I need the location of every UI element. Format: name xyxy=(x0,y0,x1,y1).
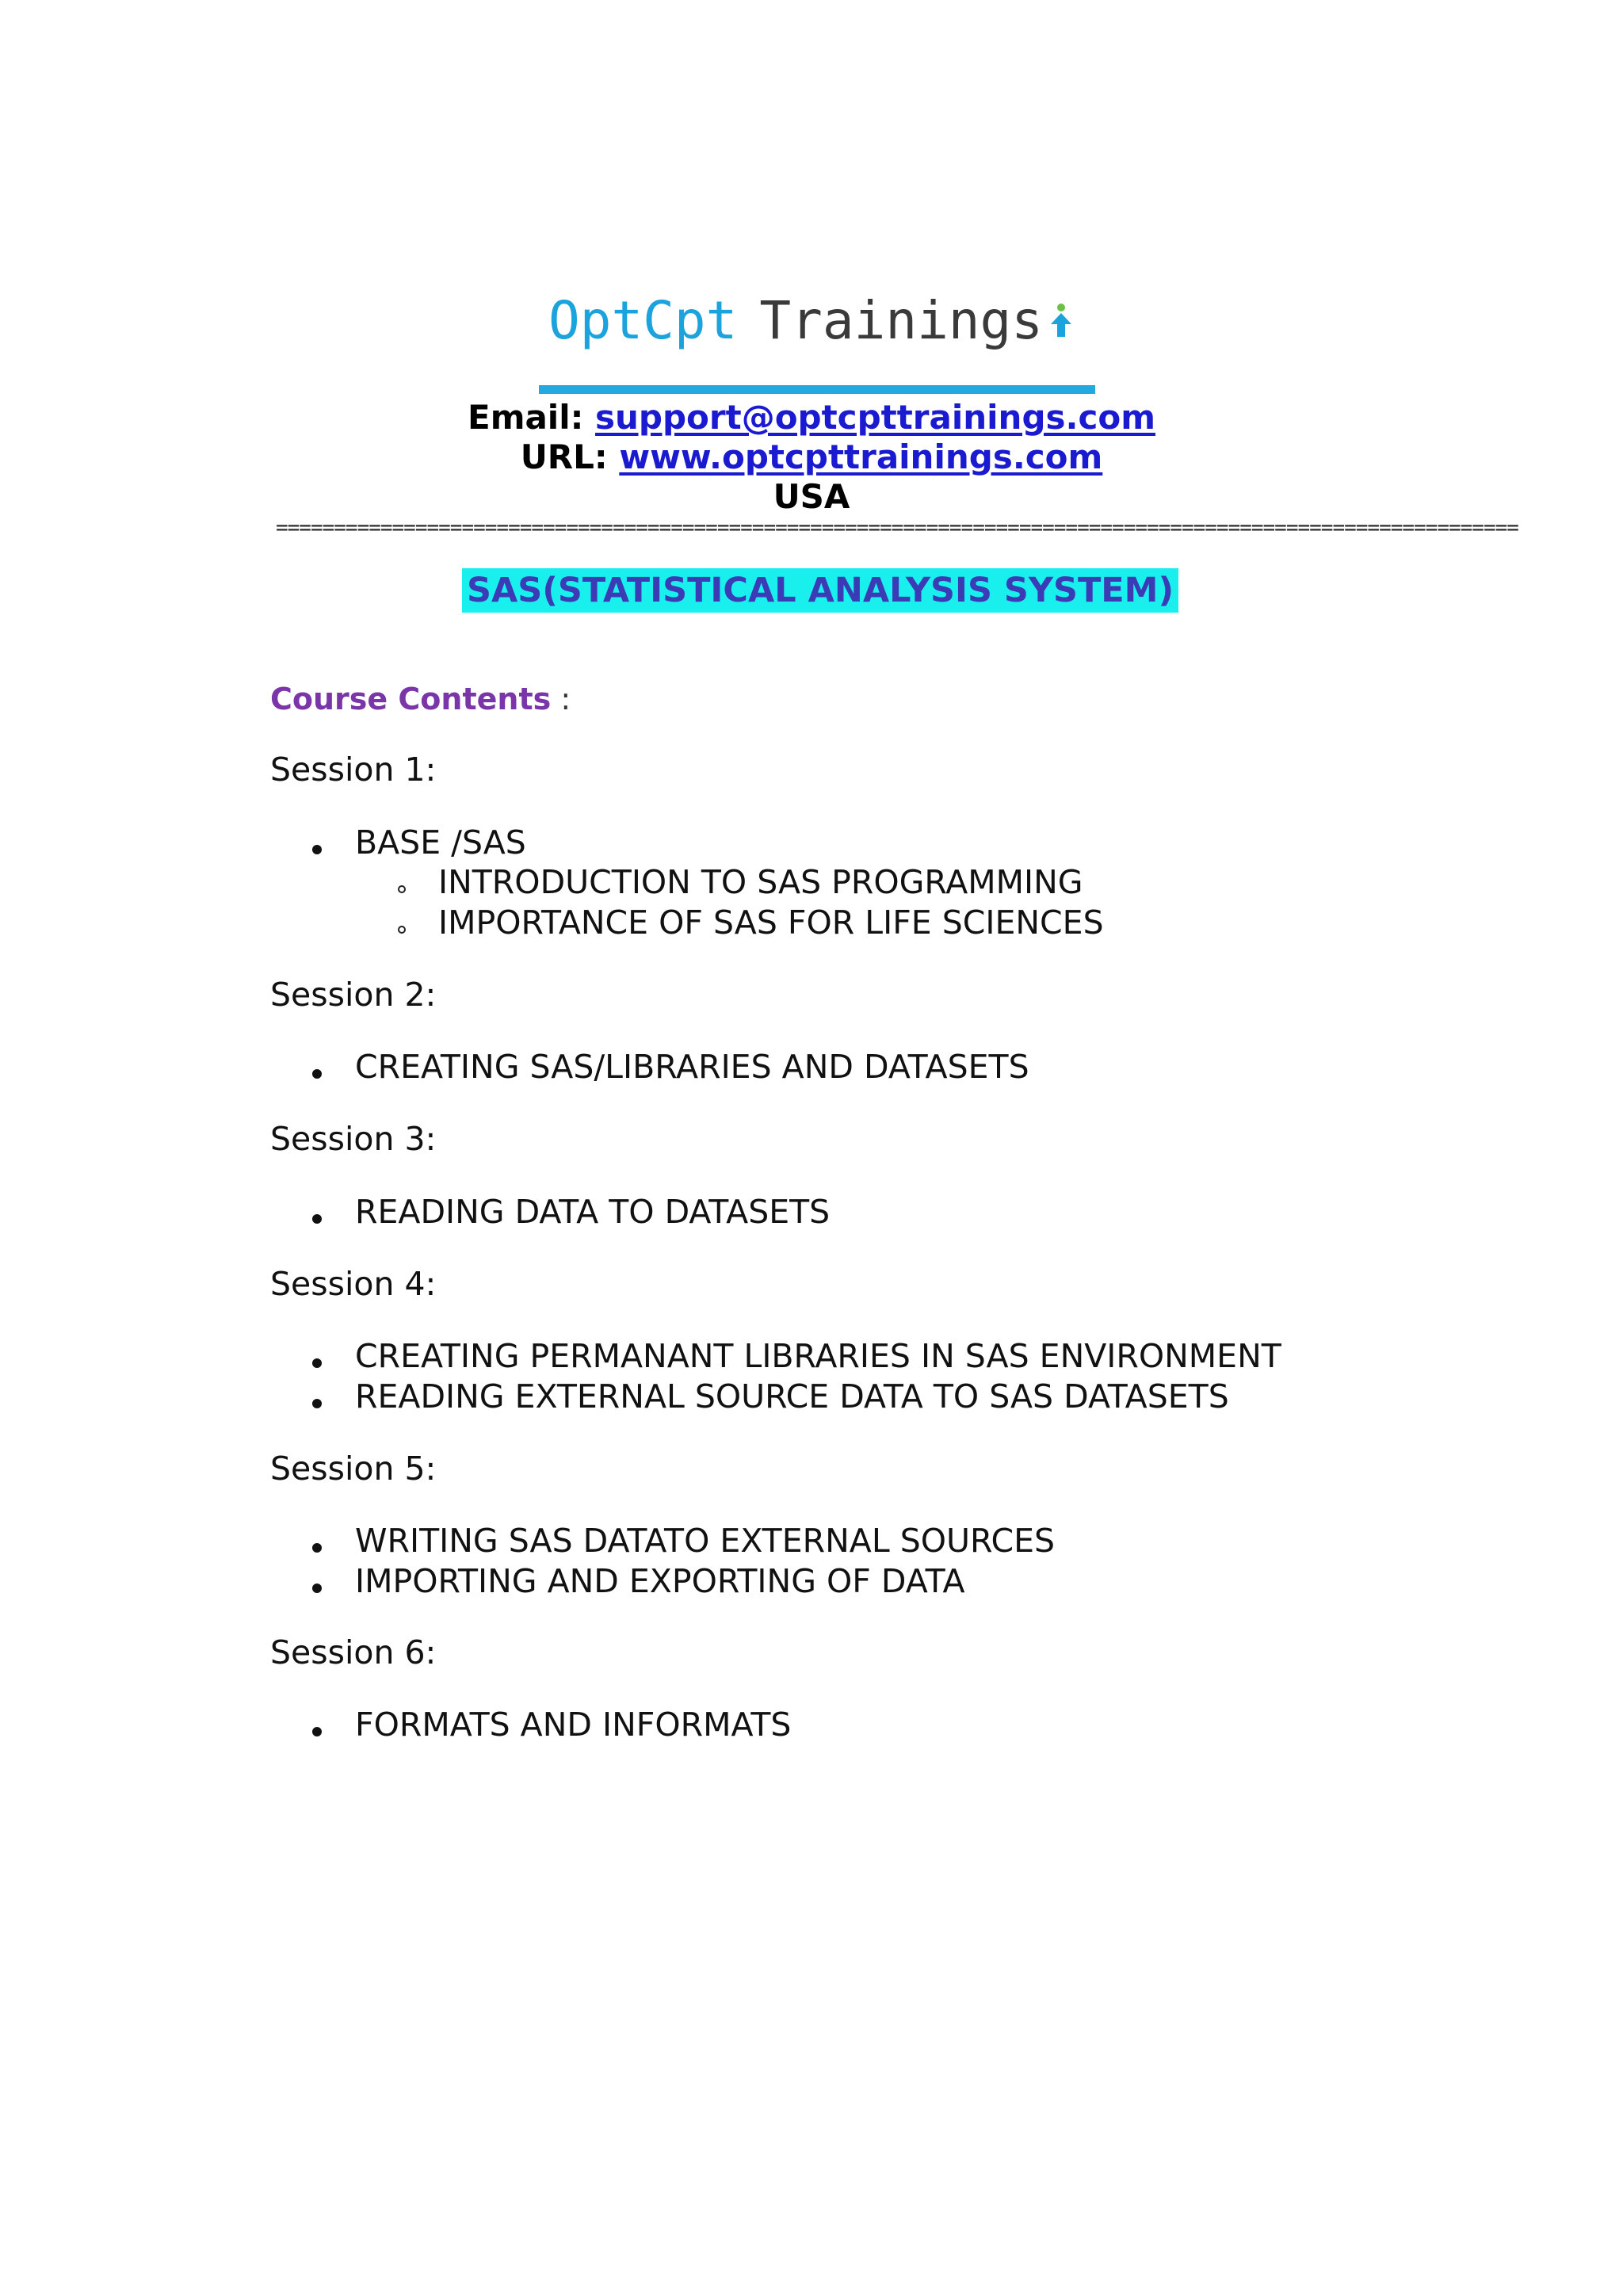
url-row xyxy=(0,437,1623,477)
list-item: READING EXTERNAL SOURCE DATA TO SAS DATASETS xyxy=(355,1377,1229,1415)
sub-list-item: INTRODUCTION TO SAS PROGRAMMING xyxy=(438,863,1083,901)
website-link[interactable]: www.optcpttrainings.com xyxy=(619,437,1103,476)
course-contents-heading xyxy=(270,680,571,718)
logo-suffix-text: Trainings xyxy=(759,290,1044,351)
bullet-icon xyxy=(312,1584,322,1593)
bullet-icon xyxy=(312,845,322,854)
bullet-icon xyxy=(312,1399,322,1408)
session-heading: Session 5: xyxy=(270,1450,437,1488)
email-link[interactable]: support@optcpttrainings.com xyxy=(595,398,1155,437)
list-item: IMPORTING AND EXPORTING OF DATA xyxy=(355,1562,965,1600)
bullet-icon xyxy=(312,1214,322,1224)
hollow-bullet-icon xyxy=(398,885,406,893)
sub-list-item: IMPORTANCE OF SAS FOR LIFE SCIENCES xyxy=(438,904,1104,942)
company-logo xyxy=(0,287,1623,355)
list-item: BASE /SAS xyxy=(355,823,526,861)
country-label: USA xyxy=(773,477,850,516)
bullet-icon xyxy=(312,1727,322,1736)
logo-brand-text: OptCpt xyxy=(548,290,738,351)
course-title: SAS(STATISTICAL ANALYSIS SYSTEM) xyxy=(462,568,1178,613)
list-item: CREATING PERMANANT LIBRARIES IN SAS ENVIRONMENT xyxy=(355,1337,1281,1375)
bullet-icon xyxy=(312,1069,322,1079)
email-label: Email: xyxy=(468,398,584,437)
separator-line: =========================================================================================================== xyxy=(276,516,1518,540)
logo-underline xyxy=(539,385,1095,394)
list-item: CREATING SAS/LIBRARIES AND DATASETS xyxy=(355,1048,1029,1086)
course-contents-colon: : xyxy=(551,682,571,716)
session-heading: Session 6: xyxy=(270,1633,437,1671)
session-heading: Session 2: xyxy=(270,976,437,1014)
list-item: READING DATA TO DATASETS xyxy=(355,1193,831,1231)
up-arrow-dot-icon xyxy=(1048,288,1075,327)
bullet-icon xyxy=(312,1358,322,1368)
email-row xyxy=(0,398,1623,437)
session-heading: Session 3: xyxy=(270,1120,437,1158)
course-contents-label: Course Contents xyxy=(270,682,552,716)
session-heading: Session 4: xyxy=(270,1265,437,1303)
list-item: WRITING SAS DATATO EXTERNAL SOURCES xyxy=(355,1522,1056,1560)
hollow-bullet-icon xyxy=(398,926,406,934)
bullet-icon xyxy=(312,1543,322,1553)
list-item: FORMATS AND INFORMATS xyxy=(355,1706,792,1744)
session-heading: Session 1: xyxy=(270,751,437,789)
url-label: URL: xyxy=(520,437,608,476)
